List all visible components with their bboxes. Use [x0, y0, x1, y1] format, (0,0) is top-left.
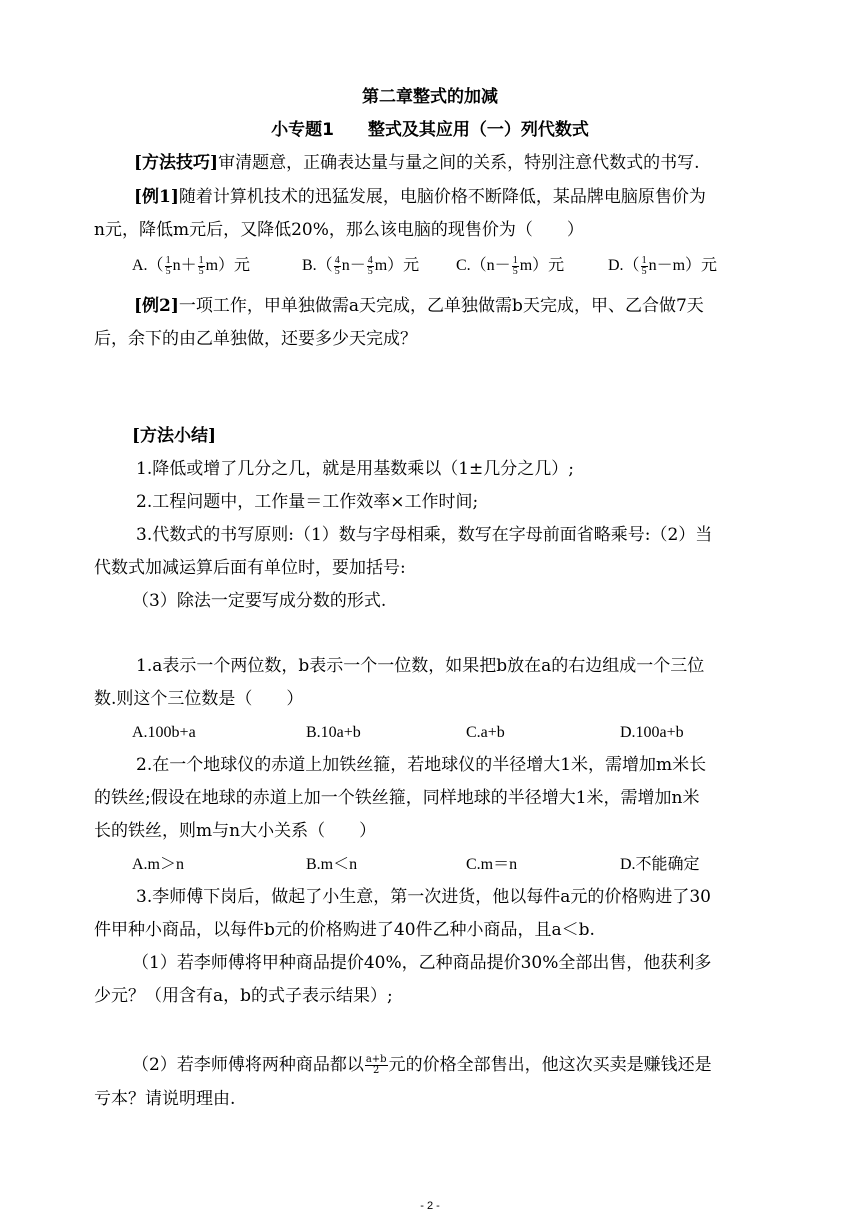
q2-option-d: D.不能确定 — [620, 856, 700, 873]
method-tip — [134, 152, 700, 174]
q1-option-d: D.100a+b — [620, 724, 684, 741]
q1-option-a: A.100b+a — [132, 724, 196, 741]
fraction — [512, 256, 519, 277]
fraction-denominator: 5 — [641, 265, 647, 277]
option-d-prefix: D.（ — [608, 257, 640, 274]
fraction-numerator: 4 — [334, 254, 340, 266]
q3-part2-line2: 亏本？请说明理由. — [94, 1089, 236, 1109]
method-tip-text: 审清题意，正确表达量与量之间的关系，特别注意代数式的书写. — [218, 153, 700, 173]
fraction-numerator: 4 — [367, 254, 373, 266]
q2-line2: 的铁丝;假设在地球的赤道上加一个铁丝箍，同样地球的半径增大1米，需增加n米 — [94, 788, 700, 808]
summary-item3-line1: 3.代数式的书写原则:（1）数与字母相乘，数写在字母前面省略乘号:（2）当 — [136, 525, 713, 545]
section-title: 小专题1 整式及其应用（一）列代数式 — [271, 120, 589, 140]
q1-option-c: C.a+b — [466, 724, 505, 741]
example1-option-c — [456, 255, 564, 277]
summary-item2: 2.工程问题中，工作量＝工作效率×工作时间; — [136, 492, 479, 512]
option-b-middle: n－ — [341, 257, 366, 274]
fraction-numerator: 1 — [165, 254, 171, 266]
q2-option-a: A.m＞n — [132, 856, 185, 873]
example2-line1 — [134, 295, 704, 317]
example2-line2: 后，余下的由乙单独做，还要多少天完成？ — [94, 329, 417, 349]
fraction-denominator: 5 — [198, 265, 204, 277]
q1-option-b: B.10a+b — [306, 724, 361, 741]
summary-tag: [方法小结] — [132, 426, 217, 446]
fraction-numerator: 1 — [512, 254, 518, 266]
q2-line1: 2.在一个地球仪的赤道上加铁丝箍，若地球仪的半径增大1米，需增加m米长 — [136, 755, 707, 775]
summary-item1: 1.降低或增了几分之几，就是用基数乘以（1±几分之几）; — [136, 459, 575, 479]
fraction — [334, 256, 341, 277]
fraction-denominator: 2 — [373, 1065, 380, 1076]
fraction — [165, 256, 172, 277]
q2-option-c: C.m＝n — [466, 856, 518, 873]
example1-option-a — [132, 255, 250, 277]
q3-part2-suffix: 元的价格全部售出，他这次买卖是赚钱还是 — [388, 1055, 712, 1075]
q1-line1: 1.a表示一个两位数，b表示一个一位数，如果把b放在a的右边组成一个三位 — [136, 656, 705, 676]
example1-option-b — [302, 255, 419, 277]
option-b-suffix: m）元 — [374, 257, 420, 274]
option-d-suffix: n－m）元 — [648, 257, 718, 274]
option-a-suffix: m）元 — [205, 257, 251, 274]
example1-line2: n元，降低m元后，又降低20%，那么该电脑的现售价为（ ） — [94, 220, 584, 240]
option-a-prefix: A.（ — [132, 257, 164, 274]
fraction-denominator: 5 — [512, 265, 518, 277]
example1-line1 — [134, 186, 706, 208]
q3-part1-line1: （1）若李师傅将甲种商品提价40%，乙种商品提价30%全部出售，他获利多 — [132, 953, 712, 973]
q2-line3: 长的铁丝，则m与n大小关系（ ） — [94, 821, 377, 841]
chapter-title: 第二章整式的加减 — [362, 87, 498, 107]
fraction-numerator: a+b — [365, 1054, 387, 1065]
q1-line2: 数.则这个三位数是（ ） — [94, 689, 304, 709]
option-c-suffix: m）元 — [519, 257, 565, 274]
option-c-prefix: C.（n－ — [456, 257, 511, 274]
method-tip-tag: [方法技巧] — [134, 153, 219, 173]
q3-part1-line2: 少元？（用含有a，b的式子表示结果）; — [94, 986, 393, 1006]
fraction-denominator: 5 — [367, 265, 373, 277]
summary-item3-line2: 代数式加减运算后面有单位时，要加括号: — [94, 558, 406, 578]
fraction-denominator: 5 — [165, 265, 171, 277]
example1-option-d — [608, 255, 717, 277]
option-b-prefix: B.（ — [302, 257, 333, 274]
option-a-middle: n＋ — [172, 257, 197, 274]
example1-text1: 随着计算机技术的迅猛发展，电脑价格不断降低，某品牌电脑原售价为 — [178, 187, 706, 207]
fraction — [198, 256, 205, 277]
q3-part2-line1 — [132, 1054, 712, 1076]
fraction — [641, 256, 648, 277]
fraction — [367, 256, 374, 277]
q3-part2-prefix: （2）若李师傅将两种商品都以 — [132, 1055, 364, 1075]
summary-item3-line3: （3）除法一定要写成分数的形式. — [132, 591, 387, 611]
page-number: - 2 - — [420, 1200, 440, 1212]
fraction-numerator: 1 — [198, 254, 204, 266]
fraction — [365, 1055, 388, 1076]
example1-tag: [例1] — [134, 187, 179, 207]
example2-text1: 一项工作，甲单独做需a天完成，乙单独做需b天完成，甲、乙合做7天 — [178, 296, 704, 316]
q3-line2: 件甲种小商品，以每件b元的价格购进了40件乙种小商品，且a＜b. — [94, 920, 595, 940]
fraction-numerator: 1 — [641, 254, 647, 266]
example2-tag: [例2] — [134, 296, 179, 316]
q2-option-b: B.m＜n — [306, 856, 358, 873]
fraction-denominator: 5 — [334, 265, 340, 277]
q3-line1: 3.李师傅下岗后，做起了小生意，第一次进货，他以每件a元的价格购进了30 — [136, 887, 711, 907]
